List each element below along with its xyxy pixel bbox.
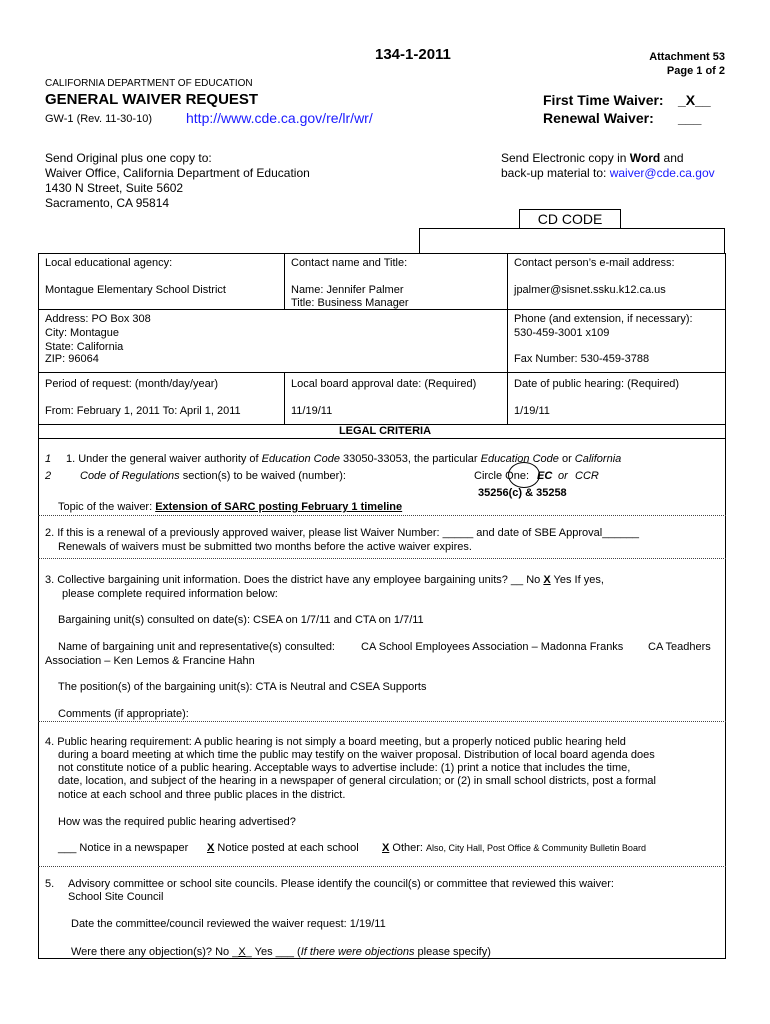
contact-name-value[interactable]: Name: Jennifer Palmer xyxy=(291,284,404,296)
advisory-question: Advisory committee or school site councils. Please identify the council(s) or committee that reviewed this waiver: xyxy=(68,878,614,890)
fax-value[interactable]: Fax Number: 530-459-3788 xyxy=(514,353,650,365)
circle-one-label: Circle One: xyxy=(474,470,530,482)
contact-label: Contact name and Title: xyxy=(291,257,408,269)
bargaining-rep-csea[interactable]: CA School Employees Association – Madonna Franks xyxy=(361,641,624,653)
bargaining-instruction: please complete required information below: xyxy=(62,588,278,600)
hearing-text-line-5: notice at each school and three public places in the district. xyxy=(58,789,346,801)
bargaining-yes-mark[interactable]: X xyxy=(543,574,551,586)
waiver-office-line: Waiver Office, California Department of Education xyxy=(45,166,310,180)
newspaper-option[interactable]: ___ Notice in a newspaper xyxy=(58,842,189,854)
public-hearing-value[interactable]: 1/19/11 xyxy=(514,405,550,417)
lea-value[interactable]: Montague Elementary School District xyxy=(45,284,226,296)
street-address-line: 1430 N Street, Suite 5602 xyxy=(45,181,184,195)
ccr-option[interactable]: CCR xyxy=(575,470,599,482)
attachment-label: Attachment 53 xyxy=(649,51,725,63)
item-number-2: 2 xyxy=(45,470,52,482)
lea-label: Local educational agency: xyxy=(45,257,173,269)
posted-school-option: X Notice posted at each school xyxy=(207,842,359,854)
hearing-text-line-2: during a board meeting at which time the public may testify on the waiver proposal. Distribution of local board agenda does xyxy=(58,749,655,761)
board-approval-value[interactable]: 11/19/11 xyxy=(291,405,333,417)
contact-title-value[interactable]: Title: Business Manager xyxy=(291,297,409,309)
city-value[interactable]: City: Montague xyxy=(45,327,119,339)
renewal-note: Renewals of waivers must be submitted two months before the active waiver expires. xyxy=(58,541,472,553)
bargaining-rep-cta-cont[interactable]: Association – Ken Lemos & Francine Hahn xyxy=(45,655,255,667)
ec-selection-circle xyxy=(508,462,540,488)
city-address-line: Sacramento, CA 95814 xyxy=(45,196,170,210)
phone-label: Phone (and extension, if necessary): xyxy=(514,313,693,325)
legal-criteria-heading: LEGAL CRITERIA xyxy=(338,425,432,437)
topic-value[interactable]: Extension of SARC posting February 1 timeline xyxy=(155,501,403,513)
renewal-question: 2. If this is a renewal of a previously approved waiver, please list Waiver Number: _____ and date of SBE Approval______ xyxy=(45,527,639,539)
posted-school-mark[interactable]: X xyxy=(207,842,215,854)
cd-code-label: CD CODE xyxy=(519,209,621,229)
bargaining-rep-cta[interactable]: CA Teadhers xyxy=(648,641,711,653)
hearing-text-line-1: 4. Public hearing requirement: A public hearing is not simply a board meeting, but a properly noticed public hearing held xyxy=(45,736,626,748)
other-option: X Other: Also, City Hall, Post Office & Community Bulletin Board xyxy=(382,842,646,854)
other-mark[interactable]: X xyxy=(382,842,390,854)
ec-option[interactable]: EC xyxy=(537,470,553,482)
hearing-advertised-question: How was the required public hearing advertised? xyxy=(58,816,296,828)
council-review-date[interactable]: Date the committee/council reviewed the waiver request: 1/19/11 xyxy=(71,918,386,930)
legal-line-1: 1. Under the general waiver authority of Education Code 33050-33053, the particular Education Code or California xyxy=(66,453,622,465)
public-hearing-label: Date of public hearing: (Required) xyxy=(514,378,680,390)
topic-line: Topic of the waiver: Extension of SARC posting February 1 timeline xyxy=(58,501,403,513)
bargaining-positions[interactable]: The position(s) of the bargaining unit(s): CTA is Neutral and CSEA Supports xyxy=(58,681,427,693)
objections-line: Were there any objection(s)? No _X_ Yes ___ (If there were objections please specify) xyxy=(71,946,491,958)
hearing-text-line-4: date, location, and subject of the hearing in a newspaper of general circulation; or (2) in small school districts, post a formal xyxy=(58,775,656,787)
waiver-email-link[interactable]: waiver@cde.ca.gov xyxy=(609,166,715,180)
advisory-council-value[interactable]: School Site Council xyxy=(68,891,164,903)
zip-value[interactable]: ZIP: 96064 xyxy=(45,353,99,365)
renewal-waiver-label: Renewal Waiver: xyxy=(543,110,654,126)
other-detail[interactable]: Also, City Hall, Post Office & Community Bulletin Board xyxy=(426,843,646,853)
bargaining-question: 3. Collective bargaining unit information. Does the district have any employee bargaining units? __ No X Yes If yes, xyxy=(45,574,604,586)
legal-line-2: Code of Regulations section(s) to be waived (number): xyxy=(80,470,346,482)
or-text: or xyxy=(558,470,568,482)
hearing-text-line-3: not constitute notice of a public hearing. Acceptable ways to advertise include: (1) print a notice that includes the time, xyxy=(58,762,631,774)
bargaining-comments[interactable]: Comments (if appropriate): xyxy=(58,708,189,720)
backup-material-line: back-up material to: waiver@cde.ca.gov xyxy=(501,166,715,180)
bargaining-rep-label: Name of bargaining unit and representative(s) consulted: xyxy=(58,641,335,653)
first-time-waiver-label: First Time Waiver: xyxy=(543,92,664,108)
address-value[interactable]: Address: PO Box 308 xyxy=(45,313,151,325)
period-label: Period of request: (month/day/year) xyxy=(45,378,219,390)
board-approval-label: Local board approval date: (Required) xyxy=(291,378,477,390)
renewal-waiver-value: ___ xyxy=(678,110,702,126)
page-indicator: Page 1 of 2 xyxy=(666,65,725,77)
phone-value[interactable]: 530-459-3001 x109 xyxy=(514,327,610,339)
state-value[interactable]: State: California xyxy=(45,341,124,353)
first-time-waiver-value: _X__ xyxy=(678,92,711,108)
send-original-line: Send Original plus one copy to: xyxy=(45,151,212,165)
agency-name: CALIFORNIA DEPARTMENT OF EDUCATION xyxy=(45,78,253,89)
item-number-1: 1 xyxy=(45,453,52,465)
contact-email-label: Contact person’s e-mail address: xyxy=(514,257,675,269)
section-5-number: 5. xyxy=(45,878,55,890)
waived-sections[interactable]: 35256(c) & 35258 xyxy=(478,487,567,499)
objections-no-mark[interactable]: X xyxy=(238,946,246,958)
document-number: 134-1-2011 xyxy=(375,46,451,63)
form-title: GENERAL WAIVER REQUEST xyxy=(45,91,259,108)
cd-code-field[interactable] xyxy=(419,228,725,254)
electronic-copy-line: Send Electronic copy in Word and xyxy=(501,151,684,165)
waiver-url-link[interactable]: http://www.cde.ca.gov/re/lr/wr/ xyxy=(186,110,373,126)
contact-email-value[interactable]: jpalmer@sisnet.ssku.k12.ca.us xyxy=(514,284,666,296)
period-value[interactable]: From: February 1, 2011 To: April 1, 2011 xyxy=(45,405,241,417)
bargaining-consulted-dates[interactable]: Bargaining unit(s) consulted on date(s): CSEA on 1/7/11 and CTA on 1/7/11 xyxy=(58,614,424,626)
form-id: GW-1 (Rev. 11-30-10) xyxy=(45,113,152,125)
